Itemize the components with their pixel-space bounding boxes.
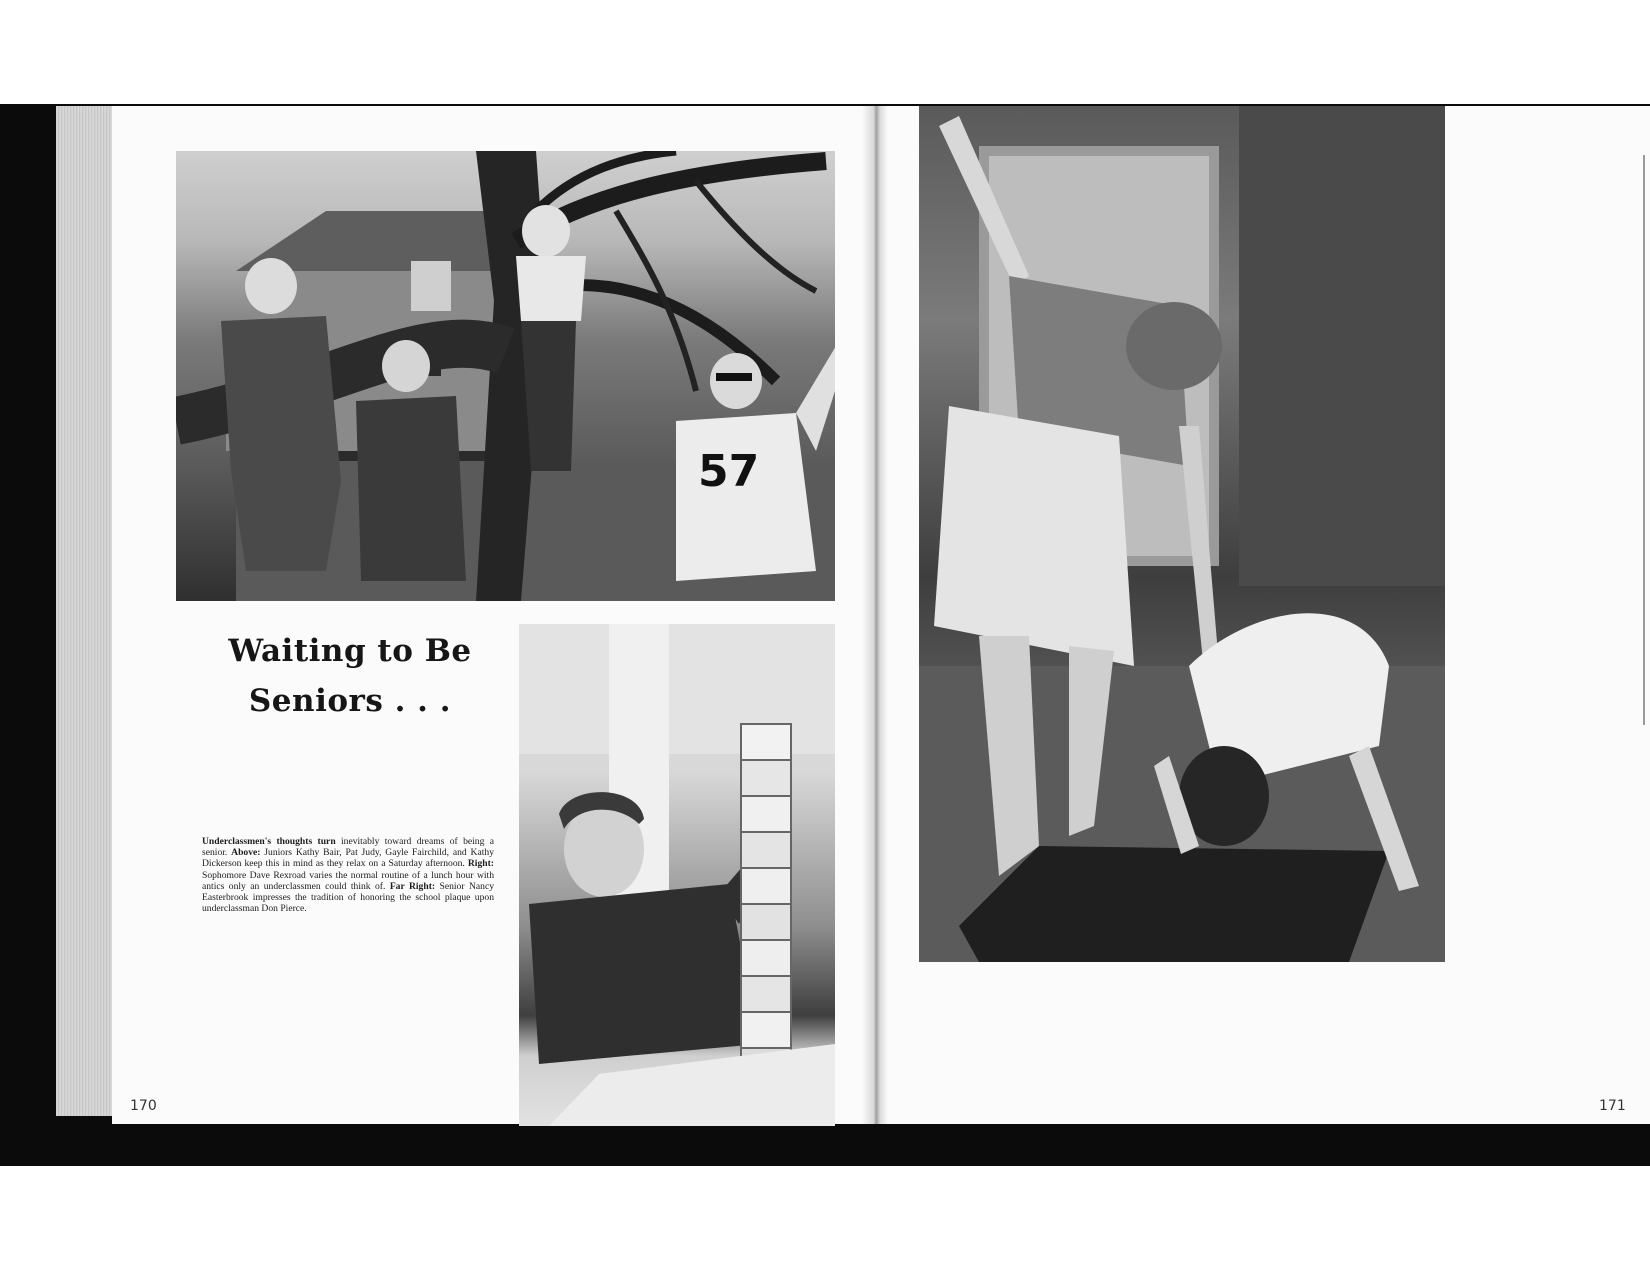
page-number-right: 171	[1599, 1098, 1626, 1114]
page-headline	[200, 626, 500, 726]
carton-tower-illustration	[519, 624, 835, 1126]
photo-caption	[202, 836, 494, 914]
caption-part-4: Senior Nancy Easterbrook impresses the tradition of honoring the school plaque upon underclassman Don Pierce.	[202, 880, 495, 915]
jersey-number: 57	[698, 446, 760, 497]
photo-carton-tower	[519, 624, 835, 1126]
caption-lead: Underclassmen's thoughts turn	[202, 836, 336, 847]
caption-far-right-label: Far Right:	[389, 880, 436, 892]
caption-part-1: inevitably toward dreams of being a senior.	[202, 836, 494, 859]
headline-line-1: Waiting to Be	[228, 633, 472, 669]
book-gutter	[862, 106, 888, 1124]
plaque-scene-illustration	[919, 106, 1445, 962]
tree-scene-illustration	[176, 151, 835, 601]
caption-right-label: Right:	[467, 858, 494, 870]
book-page-edges	[56, 106, 112, 1116]
caption-above-label: Above:	[231, 847, 261, 859]
photo-honoring-plaque	[919, 106, 1445, 962]
caption-part-2: Juniors Kathy Bair, Pat Judy, Gayle Fairchild, and Kathy Dickerson keep this in mind as they relax on a Saturday afternoon.	[202, 847, 495, 870]
page-number-left: 170	[130, 1098, 157, 1114]
headline-line-2: Seniors . . .	[248, 683, 452, 719]
photo-girls-in-tree	[176, 151, 835, 601]
caption-part-3: Sophomore Dave Rexroad varies the normal routine of a lunch hour with antics only an underclassmen could think of.	[202, 869, 494, 892]
scan-edge-line	[1643, 155, 1645, 725]
